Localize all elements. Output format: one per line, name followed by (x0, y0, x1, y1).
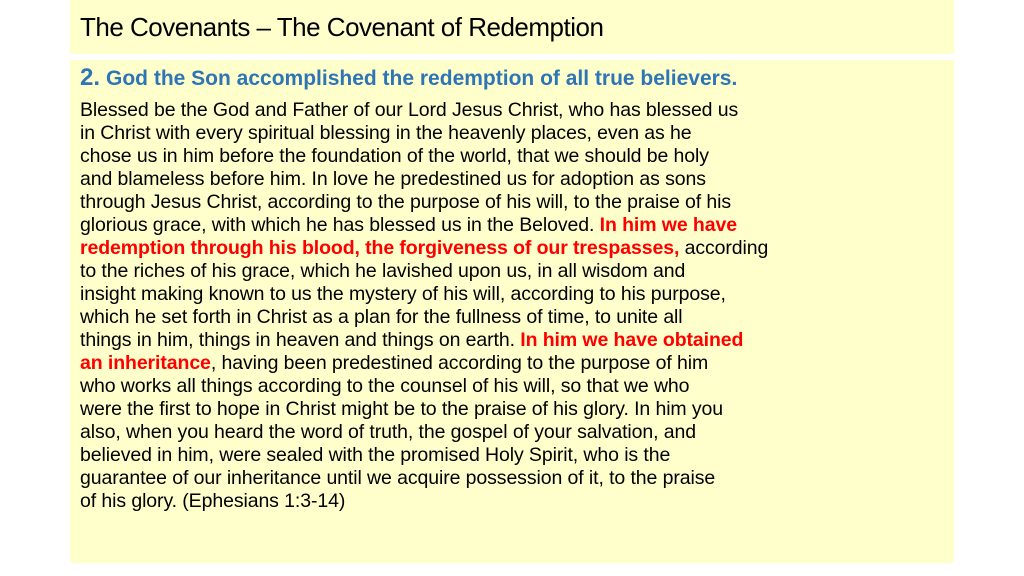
passage-line: insight making known to us the mystery of his will, according to his purpose, (80, 283, 726, 305)
passage-line: in Christ with every spiritual blessing in the heavenly places, even as he (80, 122, 692, 144)
point-heading (80, 64, 737, 92)
passage-line: also, when you heard the word of truth, the gospel of your salvation, and (80, 421, 697, 443)
passage-line (80, 329, 950, 352)
passage-text: things in him, things in heaven and things on earth. (80, 329, 521, 351)
point-heading-text: God the Son accomplished the redemption of all true believers. (106, 67, 738, 90)
passage-line: chose us in him before the foundation of the world, that we should be holy (80, 145, 709, 167)
highlighted-phrase: redemption through his blood, the forgiveness of our trespasses, (80, 237, 680, 259)
passage-line: of his glory. (Ephesians 1:3-14) (80, 490, 346, 512)
passage-line: through Jesus Christ, according to the purpose of his will, to the praise of his (80, 191, 732, 213)
passage-line: guarantee of our inheritance until we acquire possession of it, to the praise (80, 467, 716, 489)
passage-line: and blameless before him. In love he predestined us for adoption as sons (80, 168, 706, 190)
point-number: 2. (80, 64, 101, 91)
passage-line: to the riches of his grace, which he lavished upon us, in all wisdom and (80, 260, 686, 282)
passage-line: believed in him, were sealed with the promised Holy Spirit, who is the (80, 444, 671, 466)
passage-line: Blessed be the God and Father of our Lord Jesus Christ, who has blessed us (80, 99, 739, 121)
highlighted-phrase: an inheritance (80, 352, 211, 374)
highlighted-phrase: In him we have obtained (520, 329, 744, 351)
passage-text: glorious grace, with which he has blessed us in the Beloved. (80, 214, 600, 236)
passage-line (80, 214, 950, 237)
passage-line: which he set forth in Christ as a plan for the fullness of time, to unite all (80, 306, 683, 328)
passage-line (80, 352, 950, 375)
passage-text: according (679, 237, 769, 259)
scripture-passage (80, 99, 950, 513)
highlighted-phrase: In him we have (599, 214, 737, 236)
passage-text: , having been predestined according to the purpose of him (210, 352, 709, 374)
passage-line: who works all things according to the counsel of his will, so that we who (80, 375, 690, 397)
passage-line (80, 237, 950, 260)
slide-title: The Covenants – The Covenant of Redemption (80, 12, 604, 42)
passage-line: were the first to hope in Christ might be to the praise of his glory. In him you (80, 398, 724, 420)
